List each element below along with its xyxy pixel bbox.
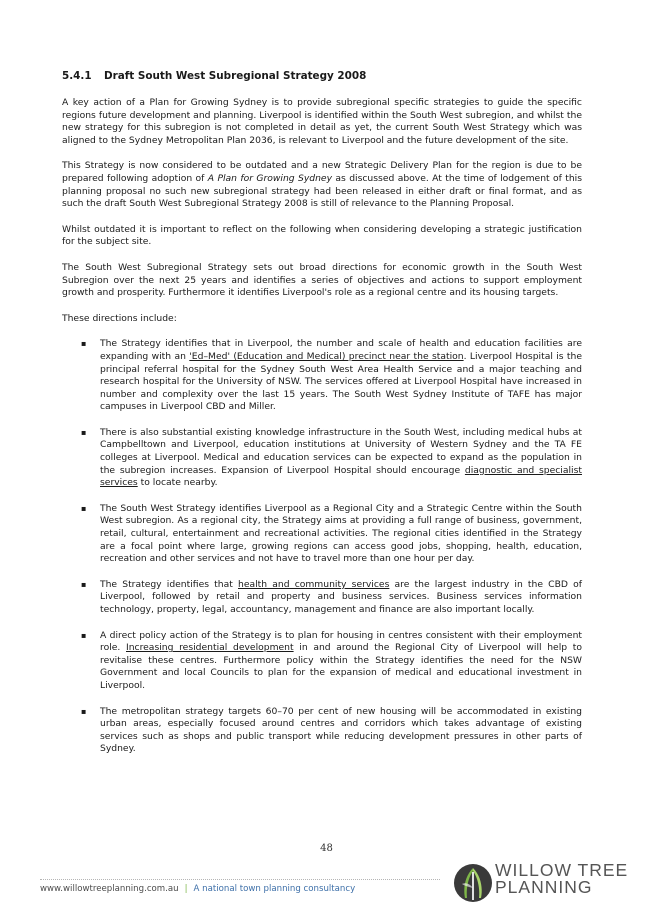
logo-line-1: WILLOW TREE [495,860,629,880]
list-item-text: The Strategy identifies that in Liverpool, the number and scale of health and education facilities are expanding with an [100,338,582,362]
underlined-text: Increasing residential development [126,642,294,654]
underlined-text: diagnostic and specialist services [100,464,582,489]
paragraph-directions: The South West Subregional Strategy sets out broad directions for economic growth in the South West Subregion over the next 25 years and identifies a series of objectives and actions to support employment growth and prosperity. Furthermore it identifies Liverpool's role as a regional centre and its housing targets. [62,261,582,299]
paragraph-outdated [62,160,582,210]
bullet-icon: ▪ [81,630,87,640]
list-item-text: in and around the Regional City of Liverpool will help to revitalise these centres. Furthermore policy within the Strategy identifies the need for the NSW Government and local Councils to plan for the expansion of medical and educational investment in Liverpool. [100,642,582,691]
section-heading [62,70,582,82]
list-item-text: There is also substantial existing knowledge infrastructure in the South West, including medical hubs at Campbelltown and Liverpool, education institutions at University of Western Sydney and the TA FE colleges at Liverpool. Medical and education services can be expected to expand as the population in the subregion increases. Expansion of Liverpool Hospital should encourage [100,426,582,476]
paragraph-intro: A key action of a Plan for Growing Sydney is to provide subregional specific strategies to guide the specific regions future development and planning. Liverpool is identified within the South West subregion, and whilst the new strategy for this subregion is not completed in detail as yet, the current South West Strategy which was aligned to the Sydney Metropolitan Plan 2036, is relevant to Liverpool and the future development of the site. [62,97,582,146]
list-item [62,427,582,490]
underlined-text: 'Ed–Med' (Education and Medical) precinct near the station [189,350,464,362]
list-item-text: A direct policy action of the Strategy is to plan for housing in centres consistent with their employment role. [100,629,582,654]
tree-logo-icon [452,862,494,904]
logo-wordmark [495,862,628,896]
page-content [62,70,582,769]
logo-line-2: PLANNING [495,877,593,897]
list-item [62,503,582,566]
footer-divider [40,879,440,880]
bullet-icon: ▪ [81,579,87,589]
list-item [62,706,582,756]
section-title: Draft South West Subregional Strategy 2008 [104,70,367,82]
paragraph-reflect: Whilst outdated it is important to reflect on the following when considering developing a strategic justification for the subject site. [62,223,582,248]
bullet-icon: ▪ [81,503,87,513]
list-item-text: The South West Strategy identifies Liverpool as a Regional City and a Strategic Centre within the South West subregion. As a regional city, the Strategy aims at providing a full range of business, government, retail, cultural, entertainment and recreational activities. The regional cities identified in the Strategy are a focal point where large, growing regions can access good jobs, shopping, health, education, recreation and other services and not have to travel more than one hour per day. [100,502,582,565]
page-number: 48 [320,843,333,854]
list-item [62,338,582,414]
list-item-text: to locate nearby. [137,477,218,489]
bullet-icon: ▪ [81,706,87,716]
footer [40,884,355,894]
footer-url[interactable]: www.willowtreeplanning.com.au [40,884,179,894]
paragraph-text: as discussed above. At the time of lodgement of this planning proposal no such new subregional strategy had been released in either draft or final format, and as such the draft South West Subregional Strategy 2008 is still of relevance to the Planning Proposal. [62,172,583,210]
section-number: 5.4.1 [62,70,92,82]
list-item-text: The metropolitan strategy targets 60–70 per cent of new housing will be accommodated in existing urban areas, especially focused around centres and corridors which takes advantage of existing services such as shops and public transport while reducing development pressures in other parts of Sydney. [100,705,582,755]
footer-separator: | [184,884,188,894]
company-logo [452,858,632,908]
plan-title-italic: A Plan for Growing Sydney [207,172,333,184]
list-item-text: . Liverpool Hospital is the principal referral hospital for the Sydney South West Area Health Service and a major teaching and research hospital for the University of NSW. The services offered at Liverpool Hospital have increased in number and complexity over the last 15 years. The South West Sydney Institute of TAFE has major campuses in Liverpool CBD and Miller. [100,350,583,413]
directions-list [62,338,582,756]
list-item-text: are the largest industry in the CBD of Liverpool, followed by retail and property and business services. Business services information technology, property, legal, accountancy, management and finance are also important locally. [100,578,582,615]
paragraph-text: This Strategy is now considered to be outdated and a new Strategic Delivery Plan for the region is due to be prepared following adoption of [62,160,582,184]
list-item-text: The Strategy identifies that [100,578,238,590]
footer-tagline: A national town planning consultancy [193,884,356,894]
list-item [62,579,582,617]
bullet-icon: ▪ [81,339,87,349]
list-item [62,630,582,693]
paragraph-list-intro: These directions include: [62,312,177,324]
underlined-text: health and community services [238,578,390,590]
bullet-icon: ▪ [81,427,87,437]
